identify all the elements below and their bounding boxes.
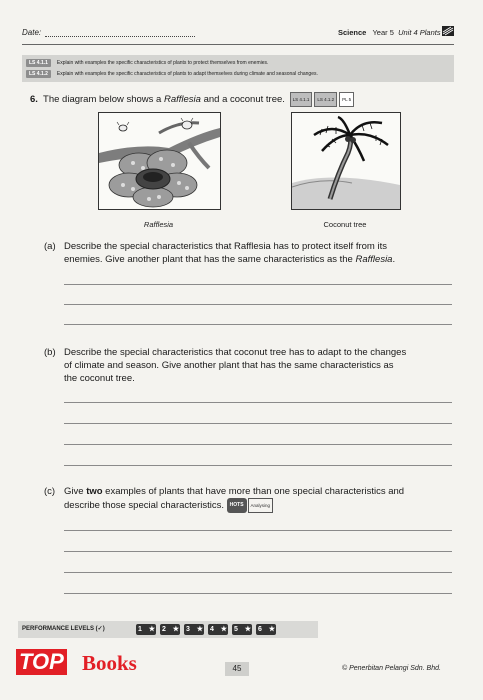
performance-level-tag: PL 5 (339, 92, 354, 107)
rafflesia-caption: Rafflesia (143, 220, 174, 229)
logo-books-text: Books (82, 651, 137, 675)
answer-line[interactable] (64, 593, 452, 594)
answer-line[interactable] (64, 423, 452, 424)
question-stem (30, 92, 354, 107)
analysing-tag: Analysing (248, 498, 274, 513)
copyright-text: © Penerbitan Pelangi Sdn. Bhd. (342, 665, 441, 672)
star-icon: ★ (148, 626, 155, 633)
standard-tag: LS 4.1.1 (290, 92, 313, 107)
coconut-tree-image (291, 112, 401, 210)
level-checkbox[interactable]: 1 ★ (138, 626, 155, 633)
answer-line[interactable] (64, 572, 452, 573)
star-icon: ★ (268, 626, 275, 633)
part-c-line: Give two examples of plants that have more than one special characteristics and (64, 486, 405, 497)
part-a-line: enemies. Give another plant that has the same characteristics as the Rafflesia. (64, 254, 396, 265)
coconut-tree-caption: Coconut tree (323, 220, 367, 229)
rafflesia-illustration (99, 113, 220, 209)
answer-line[interactable] (64, 465, 452, 466)
date-label: Date: (22, 28, 42, 37)
rafflesia-image (98, 112, 221, 210)
part-a-text (64, 240, 459, 266)
answer-line[interactable] (64, 530, 452, 531)
date-line (45, 36, 195, 37)
year-label: Year 5 (372, 28, 394, 37)
performance-levels-label: PERFORMANCE LEVELS (✓) (22, 626, 105, 632)
stem-text-em: Rafflesia (163, 94, 201, 106)
stem-text-b: and a coconut tree. (200, 94, 285, 106)
standard-tag: LS 4.1.2 (314, 92, 337, 107)
learning-standards-box (22, 55, 454, 82)
standard-row (26, 70, 318, 78)
coconut-tree-illustration (292, 113, 400, 209)
page-number: 45 (225, 662, 249, 676)
hots-badge: HOTS (227, 498, 247, 513)
stem-text-a: The diagram below shows a (43, 94, 164, 106)
unit-label: Unit 4 Plants (398, 28, 441, 37)
answer-line[interactable] (64, 324, 452, 325)
part-b-line: the coconut tree. (64, 373, 135, 384)
standard-code: LS 4.1.2 (26, 70, 51, 78)
star-icon: ★ (196, 626, 203, 633)
answer-line[interactable] (64, 304, 452, 305)
level-checkbox[interactable]: 4 ★ (210, 626, 227, 633)
publisher-mark-icon (442, 26, 454, 36)
part-a-label: (a) (44, 241, 56, 252)
performance-levels-bar (18, 621, 318, 638)
answer-line[interactable] (64, 284, 452, 285)
answer-line[interactable] (64, 402, 452, 403)
standard-code: LS 4.1.1 (26, 59, 51, 67)
logo-top-text: TOP (16, 649, 67, 675)
part-c-text (64, 485, 459, 513)
question-number: 6. (30, 94, 38, 106)
standard-text: Explain with examples the specific characteristics of plants to protect themselves from enemies. (56, 60, 269, 66)
level-checkbox[interactable]: 6 ★ (258, 626, 275, 633)
star-icon: ★ (244, 626, 251, 633)
level-checkbox[interactable]: 2 ★ (162, 626, 179, 633)
answer-line[interactable] (64, 551, 452, 552)
star-icon: ★ (172, 626, 179, 633)
part-c-line: describe those special characteristics. HOTS Analysing (64, 498, 459, 513)
part-b-line: of climate and season. Give another plant that has the same characteristics as (64, 360, 394, 371)
subject-name: Science (338, 28, 367, 37)
header-divider (22, 44, 454, 45)
level-checkbox[interactable]: 5 ★ (234, 626, 251, 633)
part-c-label: (c) (44, 486, 56, 497)
part-b-text (64, 346, 459, 385)
star-icon: ★ (220, 626, 227, 633)
part-b-line: Describe the special characteristics that coconut tree has to adapt to the changes (64, 347, 407, 358)
part-b-label: (b) (44, 347, 56, 358)
subject-header (338, 28, 441, 37)
answer-line[interactable] (64, 444, 452, 445)
part-a-line: Describe the special characteristics that Rafflesia has to protect itself from its (64, 241, 387, 252)
level-checkbox[interactable]: 3 ★ (186, 626, 203, 633)
standard-text: Explain with examples the specific characteristics of plants to adapt themselves during climate and seasonal changes. (56, 71, 318, 77)
standard-row (26, 59, 268, 67)
